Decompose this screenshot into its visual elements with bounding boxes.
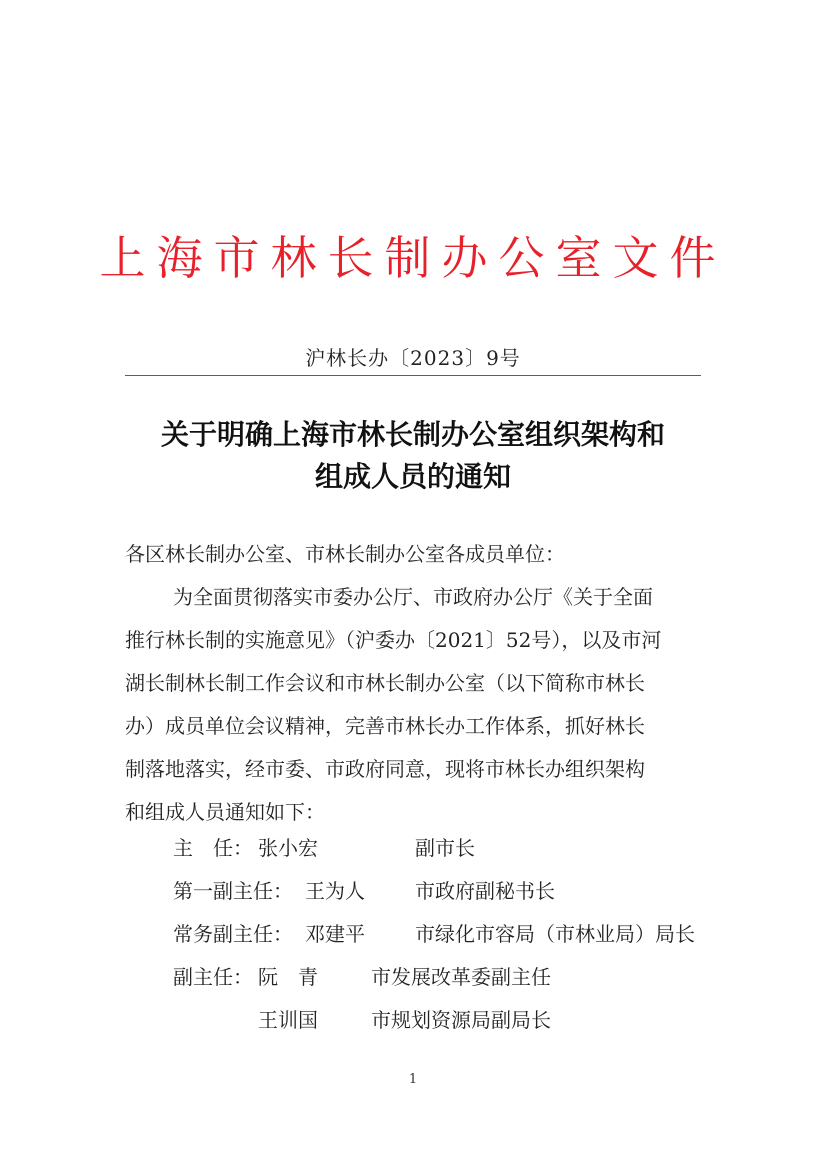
staff-post: 市政府副秘书长	[415, 879, 555, 903]
staff-post: 市绿化市容局（市林业局）局长	[415, 922, 695, 946]
notice-title-line-1: 关于明确上海市林长制办公室组织架构和	[160, 418, 665, 451]
salutation: 各区林长制办公室、市林长制办公室各成员单位：	[125, 542, 565, 566]
staff-post: 市发展改革委副主任	[371, 965, 551, 989]
paragraph-line: 为全面贯彻落实市委办公厅、市政府办公厅《关于全面	[173, 585, 653, 609]
staff-role: 副主任：	[173, 965, 253, 989]
staff-name: 王为人	[305, 879, 365, 903]
document-header-title: 上海市林长制办公室文件	[99, 231, 727, 285]
staff-role: 第一副主任：	[173, 879, 293, 903]
paragraph-line: 办）成员单位会议精神，完善市林长办工作体系，抓好林长	[125, 714, 645, 738]
staff-name: 阮 青	[258, 965, 318, 989]
staff-role: 主 任：	[173, 836, 253, 860]
paragraph-line: 湖长制林长制工作会议和市林长制办公室（以下简称市林长	[125, 671, 645, 695]
staff-name: 王训国	[258, 1008, 318, 1032]
staff-post: 市规划资源局副局长	[371, 1008, 551, 1032]
staff-role: 常务副主任：	[173, 922, 293, 946]
page-number: 1	[408, 1072, 418, 1087]
staff-name: 张小宏	[258, 836, 318, 860]
notice-title	[110, 414, 716, 498]
notice-title-line-2: 组成人员的通知	[314, 460, 511, 493]
paragraph-line: 和组成人员通知如下：	[125, 800, 325, 824]
document-number: 沪林长办〔2023〕9号	[305, 346, 521, 370]
paragraph-line: 制落地落实，经市委、市政府同意，现将市林长办组织架构	[125, 757, 645, 781]
staff-post: 副市长	[415, 836, 475, 860]
paragraph-line: 推行林长制的实施意见》（沪委办〔2021〕52号），以及市河	[125, 628, 662, 652]
staff-name: 邓建平	[305, 922, 365, 946]
red-divider-line	[125, 375, 701, 376]
